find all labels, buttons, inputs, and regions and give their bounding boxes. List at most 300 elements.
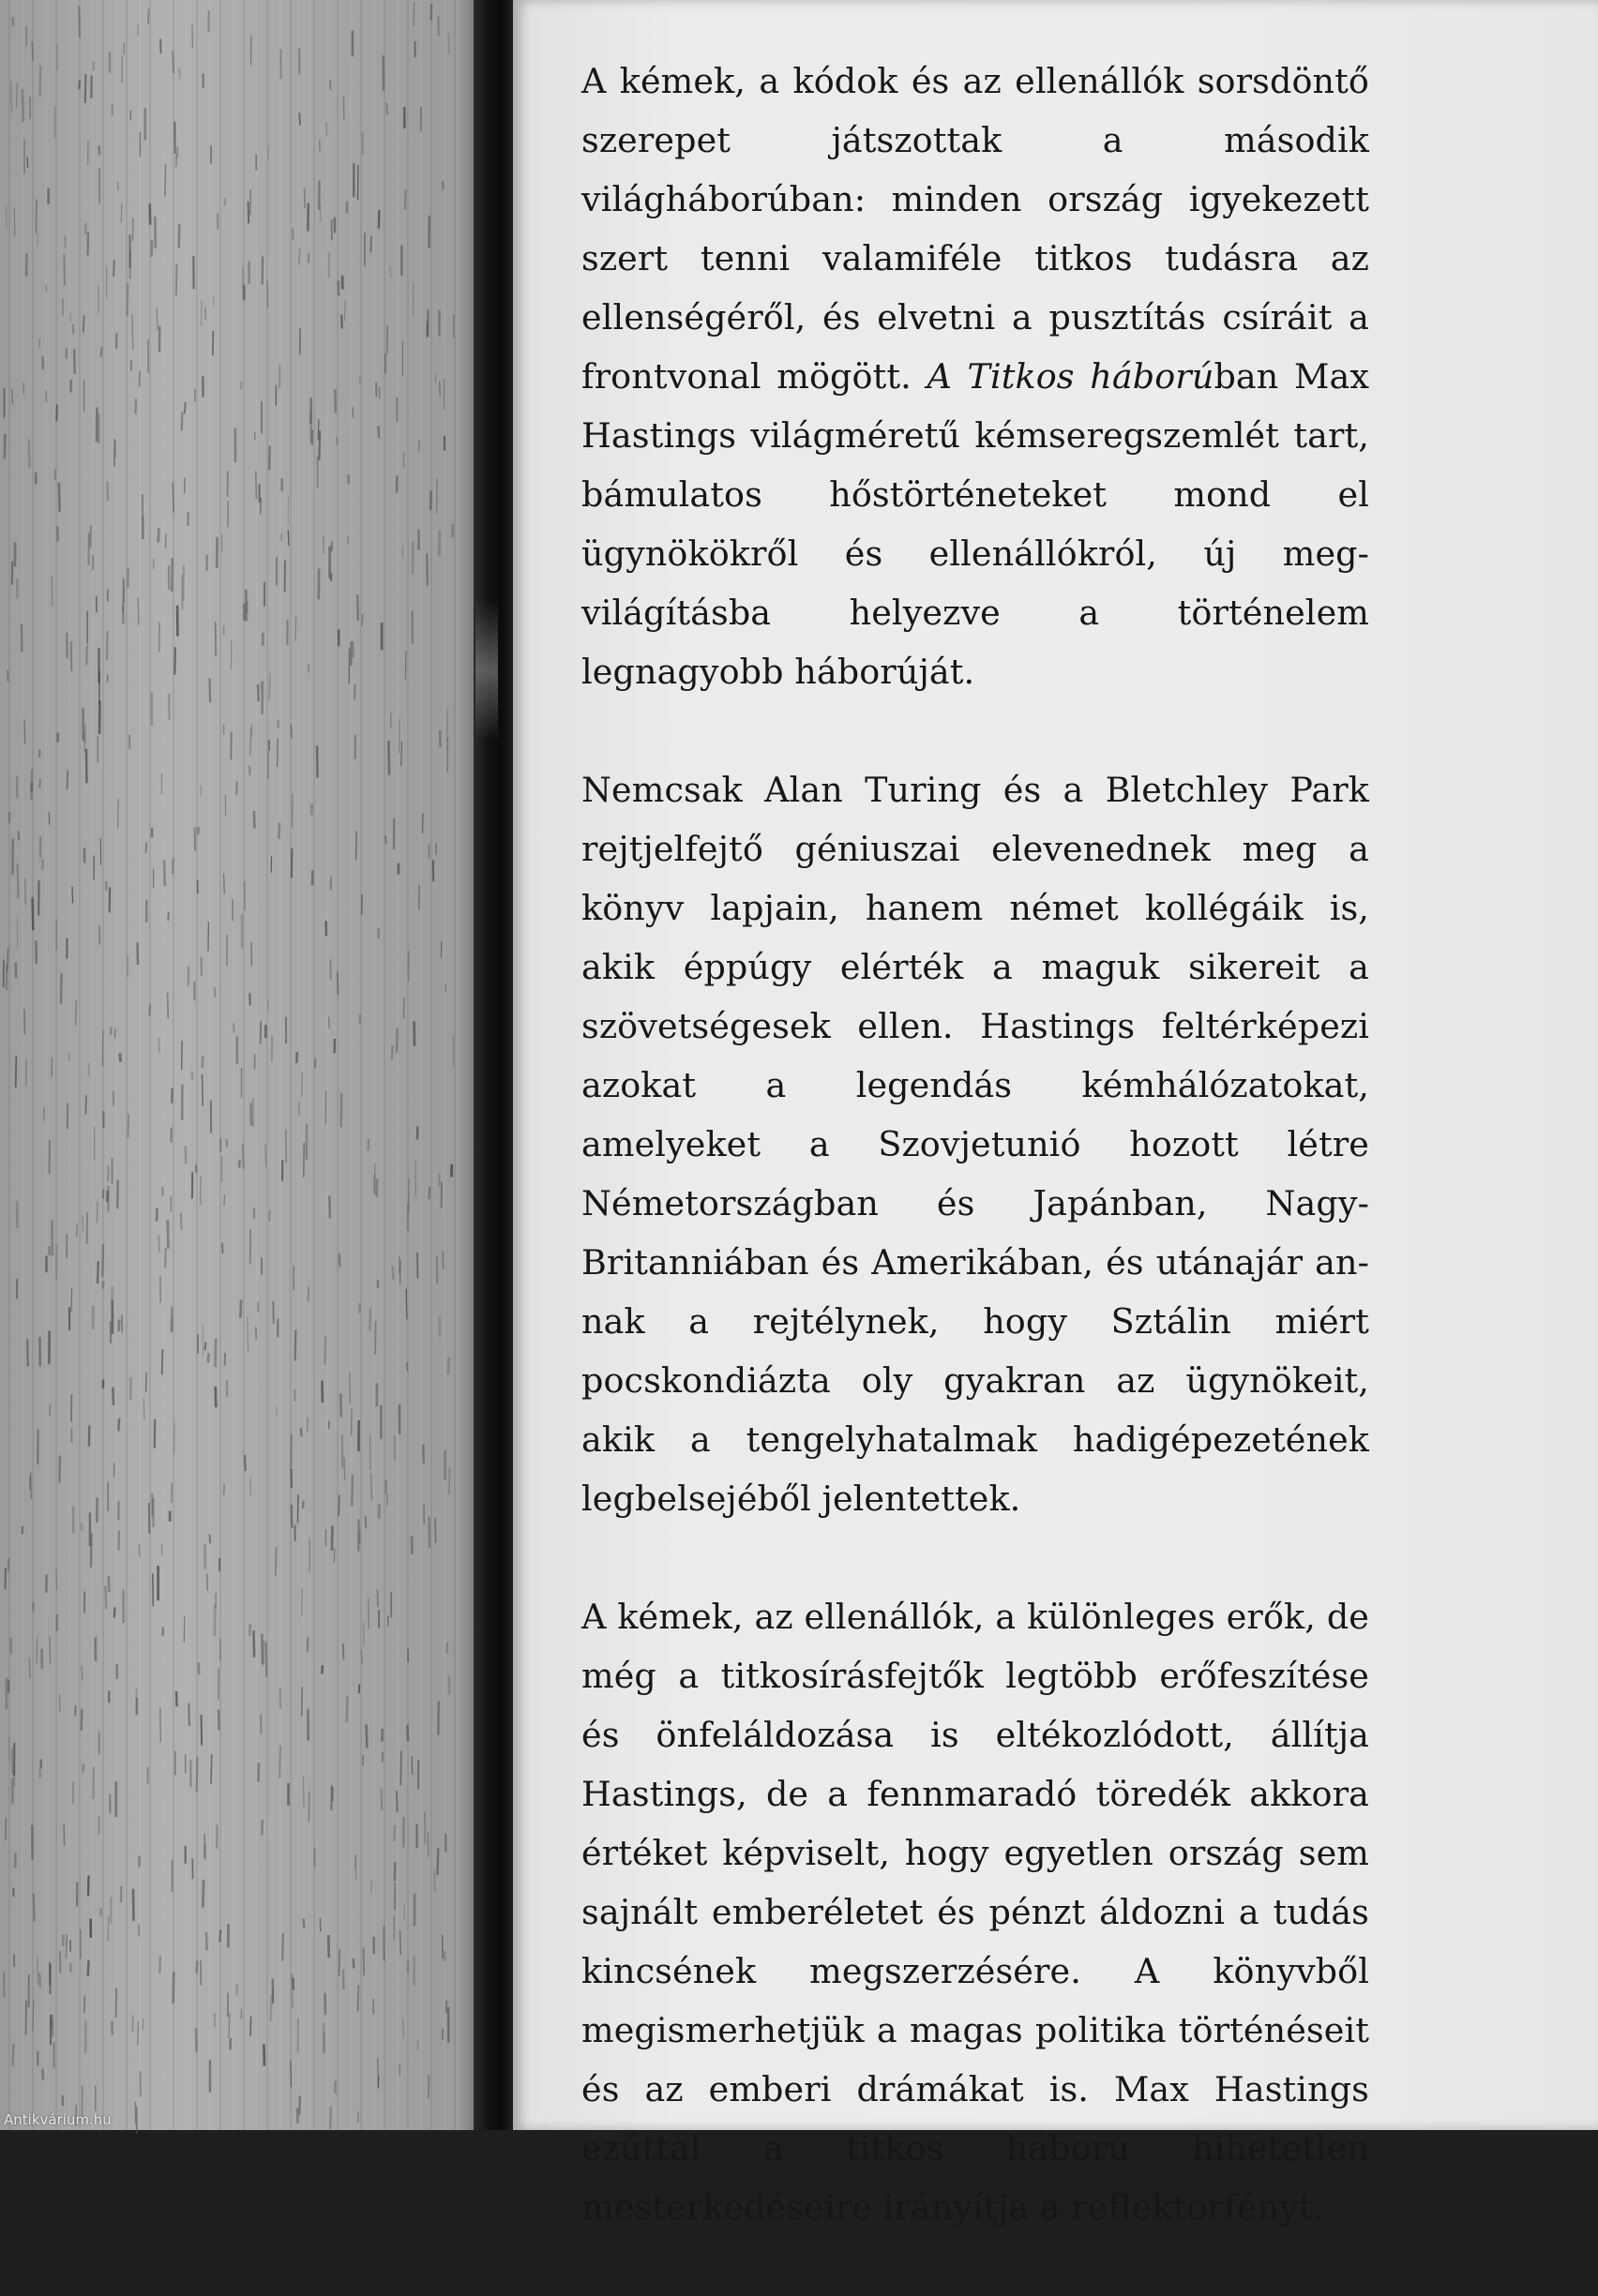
wood-grain-streak: [357, 594, 358, 621]
wood-grain-streak: [5, 434, 6, 459]
wood-grain-streak: [108, 1916, 109, 1942]
wood-grain-streak: [400, 1260, 401, 1285]
wood-grain-streak: [354, 684, 355, 699]
wood-grain-streak: [377, 1178, 378, 1196]
wood-grain-streak: [407, 1725, 408, 1742]
wood-grain-streak: [261, 682, 262, 695]
wood-grain-streak: [133, 1889, 134, 1921]
wood-grain-streak: [419, 440, 420, 451]
wood-grain-streak: [332, 1526, 333, 1552]
wood-grain-streak: [291, 725, 292, 739]
wood-grain-streak: [254, 1630, 255, 1658]
wood-grain-streak: [203, 1056, 204, 1068]
wood-grain-streak: [239, 1160, 240, 1167]
wood-grain-streak: [14, 207, 15, 236]
wood-grain-streak: [228, 501, 229, 527]
wood-grain-streak: [256, 1328, 257, 1341]
wood-grain-streak: [31, 1472, 32, 1499]
wood-grain-streak: [440, 382, 441, 398]
wood-grain-streak: [37, 1638, 38, 1664]
wood-grain-streak: [143, 1398, 144, 1419]
wood-grain-streak: [449, 1467, 450, 1494]
wood-grain-streak: [113, 1091, 114, 1106]
wood-grain-streak: [254, 811, 255, 829]
wood-grain-streak: [65, 236, 66, 248]
wood-grain-streak: [434, 1869, 435, 1892]
wood-grain-streak: [146, 1373, 147, 1392]
wood-grain-streak: [155, 217, 156, 248]
wood-grain-streak: [295, 616, 296, 641]
wood-grain-streak: [302, 1588, 303, 1616]
wood-grain-streak: [12, 389, 13, 405]
wood-grain-streak: [203, 1880, 204, 1908]
wood-grain-streak: [343, 1643, 344, 1659]
wood-grain-streak: [114, 1607, 115, 1617]
wood-grain-streak: [46, 391, 47, 403]
wood-grain-streak: [286, 1130, 287, 1163]
wood-grain-streak: [82, 1709, 83, 1731]
wood-grain-streak: [86, 749, 87, 784]
wood-grain-streak: [157, 308, 158, 331]
wood-grain-streak: [192, 24, 193, 49]
wood-grain-streak: [33, 1999, 34, 2031]
wood-grain-streak: [219, 1929, 220, 1942]
wood-grain-streak: [250, 2017, 251, 2036]
wood-grain-streak: [356, 831, 357, 859]
wood-grain-streak: [39, 750, 40, 758]
wood-grain-streak: [27, 158, 28, 168]
wood-grain-streak: [85, 1095, 86, 1114]
wood-grain-streak: [206, 1932, 207, 1950]
wood-grain-streak: [88, 533, 89, 565]
wood-grain-streak: [50, 1636, 51, 1664]
wood-grain-streak: [303, 1501, 304, 1508]
blurb-paragraph-3: A kémek, az ellenállók, a különleges erők, de még a titkosírásfejtők legtöbb erőfeszítése és önfeláldozása is eltékozlódott, állítja Hastings, de a fennmaradó töredék akkora értéket képviselt, hogy egyetlen ország sem sajnált emberéletet és pénzt áldozni a tudás kincsének megszerzésére. A könyvből megismerhetjük a magas politika történéseit és az emberi drámákat is. Max Hastings ezúttal a titkos háború hihetetlen mesterkedéseire irányítja a reflektorfényt.: [581, 1587, 1369, 2237]
wood-grain-streak: [88, 1875, 89, 1896]
wood-grain-streak: [136, 1688, 137, 1714]
wood-grain-streak: [343, 1970, 344, 1990]
wood-grain-streak: [201, 786, 202, 797]
wood-grain-streak: [347, 1696, 348, 1723]
wood-grain-streak: [132, 314, 133, 350]
wood-grain-streak: [423, 1445, 424, 1463]
wood-grain-streak: [32, 898, 33, 931]
wood-grain-streak: [27, 1339, 28, 1366]
wood-grain-streak: [108, 1165, 109, 1182]
wood-grain-streak: [258, 684, 259, 702]
wood-grain-streak: [88, 1960, 89, 1976]
wood-grain-streak: [318, 419, 319, 440]
wood-grain-streak: [213, 331, 214, 355]
wood-grain-streak: [79, 80, 80, 89]
wood-grain-streak: [109, 1576, 110, 1592]
wood-grain-streak: [210, 1535, 211, 1544]
wood-grain-streak: [369, 1309, 370, 1331]
wood-grain-streak: [177, 146, 178, 158]
wood-grain-streak: [8, 1680, 9, 1693]
wood-grain-streak: [276, 1547, 277, 1576]
wood-grain-streak: [379, 210, 380, 229]
wood-grain-streak: [215, 987, 216, 998]
wood-grain-streak: [401, 741, 402, 766]
wood-grain-streak: [279, 1746, 280, 1778]
wood-grain-streak: [261, 1021, 262, 1043]
wood-grain-board: [0, 0, 480, 2130]
wood-grain-streak: [168, 1220, 169, 1249]
wood-grain-streak: [74, 349, 75, 374]
wood-grain-streak: [394, 1825, 395, 1841]
wood-grain-streak: [304, 1918, 305, 1928]
wood-grain-streak: [153, 1573, 154, 1606]
wood-grain-streak: [400, 1751, 401, 1785]
wood-grain-streak: [387, 1493, 388, 1506]
wood-grain-streak: [240, 1299, 241, 1318]
wood-grain-streak: [377, 1590, 378, 1608]
wood-grain-streak: [330, 2107, 331, 2129]
wood-grain-streak: [182, 412, 183, 430]
watermark-text: Antikvárium.hu: [4, 2111, 112, 2128]
wood-grain-streak: [445, 984, 446, 993]
wood-grain-streak: [13, 2044, 14, 2065]
wood-grain-streak: [390, 265, 391, 278]
wood-grain-streak: [118, 181, 119, 189]
wood-grain-streak: [196, 2028, 197, 2051]
wood-grain-streak: [185, 402, 186, 414]
wood-grain-streak: [299, 2095, 300, 2115]
wood-grain-streak: [300, 328, 301, 354]
wood-grain-streak: [120, 1053, 121, 1061]
wood-grain-streak: [168, 912, 169, 921]
wood-grain-streak: [207, 1574, 208, 1591]
wood-grain-streak: [250, 728, 251, 755]
wood-grain-streak: [49, 812, 50, 824]
wood-grain-streak: [199, 1662, 200, 1674]
wood-grain-streak: [117, 1179, 118, 1208]
wood-grain-streak: [299, 248, 300, 265]
wood-grain-streak: [202, 1715, 203, 1746]
wood-grain-streak: [103, 1281, 104, 1288]
wood-grain-streak: [267, 281, 268, 308]
wood-grain-streak: [269, 446, 270, 471]
wood-grain-streak: [342, 1434, 343, 1467]
wood-grain-streak: [40, 66, 41, 97]
wood-grain-streak: [19, 831, 20, 840]
wood-grain-streak: [339, 1253, 340, 1267]
wood-grain-streak: [138, 598, 139, 625]
wood-grain-streak: [26, 2001, 27, 2035]
wood-grain-streak: [378, 426, 379, 438]
wood-grain-streak: [225, 1353, 226, 1366]
wood-grain-streak: [388, 1615, 389, 1626]
wood-grain-streak: [344, 1457, 345, 1480]
wood-grain-streak: [335, 389, 336, 413]
wood-grain-streak: [165, 533, 166, 548]
wood-grain-streak: [324, 2033, 325, 2055]
wood-grain-streak: [358, 1986, 359, 2012]
wood-grain-streak: [71, 1394, 72, 1422]
wood-grain-streak: [339, 1949, 340, 1976]
wood-grain-streak: [392, 1045, 393, 1059]
blurb-paragraph-1-start: A kémek, a kódok és az ellenállók sorsdöntő szerepet játszottak a második világháborúban: minden ország igyekezett szert tenni valamiféle titkos tudásra az ellenségéről, és elvetni a pusztítás csíráit a frontvonal mögött.: [581, 61, 1369, 397]
blurb-paragraph-1: [581, 52, 1369, 701]
wood-grain-streak: [86, 645, 87, 665]
wood-grain-streak: [447, 1643, 448, 1654]
wood-grain-streak: [216, 1338, 217, 1367]
wood-grain-streak: [88, 233, 89, 256]
wood-grain-streak: [211, 1754, 212, 1783]
wood-grain-streak: [278, 738, 279, 766]
wood-grain-streak: [128, 1114, 129, 1137]
wood-grain-streak: [61, 973, 62, 1003]
wood-grain-streak: [158, 1038, 159, 1053]
wood-grain-streak: [188, 1703, 189, 1726]
blurb-paragraph-2: Nemcsak Alan Turing és a Bletchley Park rejtjelfejtő géniuszai elevenednek meg a könyv lapjain, hanem német kollégáik is, akik éppúgy elérték a maguk sikereit a szövetségesek ellen. Hastings feltérképezi azokat a legendás kémhálózatokat, amelyeket a Szovjetunió hozott létre Németországban és Japánban, Nagy-Britanniában és Amerikában, és utánajár annak a rejtélynek, hogy Sztálin miért pocskondiázta oly gyakran az ügynökeit, akik a tengelyhatalmak hadigépezetének legbelsejéből jelentettek.: [581, 760, 1369, 1528]
wood-grain-streak: [435, 1518, 436, 1542]
wood-grain-streak: [151, 240, 152, 257]
wood-grain-streak: [397, 1791, 398, 1812]
wood-grain-streak: [395, 1862, 396, 1881]
wood-grain-streak: [303, 1777, 304, 1808]
wood-grain-streak: [205, 308, 206, 320]
wood-grain-streak: [56, 1568, 57, 1590]
wood-grain-streak: [229, 2013, 230, 2038]
wood-grain-streak: [176, 263, 177, 295]
gap-light-reflection: [475, 600, 498, 741]
wood-grain-streak: [174, 647, 175, 675]
wood-grain-streak: [371, 1880, 372, 1893]
wood-grain-streak: [361, 1650, 362, 1665]
wood-grain-streak: [370, 236, 371, 252]
wood-grain-streak: [435, 373, 436, 384]
wood-grain-streak: [292, 1505, 293, 1528]
wood-grain-streak: [84, 1995, 85, 2013]
wood-grain-streak: [328, 1935, 329, 1958]
wood-grain-streak: [326, 122, 327, 136]
wood-grain-streak: [160, 39, 161, 54]
wood-grain-streak: [101, 347, 102, 357]
wood-grain-streak: [269, 673, 270, 700]
wood-grain-streak: [59, 1694, 60, 1713]
wood-grain-streak: [271, 856, 272, 872]
wood-grain-streak: [18, 863, 19, 898]
wood-grain-streak: [205, 1343, 206, 1351]
wood-grain-streak: [107, 631, 108, 661]
wood-grain-streak: [57, 526, 58, 541]
wood-grain-streak: [291, 2061, 292, 2087]
wood-grain-streak: [348, 536, 349, 544]
wood-grain-streak: [438, 1848, 439, 1875]
wood-grain-streak: [366, 1516, 367, 1528]
wood-grain-texture: [0, 0, 480, 2130]
wood-grain-streak: [197, 1757, 198, 1793]
wood-grain-streak: [261, 498, 262, 515]
wood-grain-streak: [371, 1474, 372, 1502]
wood-grain-streak: [399, 718, 400, 754]
wood-grain-streak: [116, 1988, 117, 2018]
wood-grain-streak: [85, 74, 86, 103]
book-title-italic: A Titkos háború: [927, 356, 1214, 397]
wood-grain-streak: [64, 254, 65, 285]
dark-gap-between-pages: [474, 0, 513, 2130]
wood-grain-streak: [148, 8, 149, 24]
wood-grain-streak: [103, 1189, 104, 1198]
wood-grain-streak: [448, 34, 449, 54]
wood-grain-streak: [341, 315, 342, 329]
wood-grain-streak: [243, 1144, 244, 1169]
wood-grain-streak: [162, 1349, 163, 1374]
wood-grain-streak: [52, 576, 53, 606]
blurb-text-block: [581, 52, 1369, 2296]
wood-grain-streak: [44, 1107, 45, 1121]
wood-grain-streak: [224, 874, 225, 894]
wood-grain-streak: [241, 382, 242, 389]
wood-grain-streak: [405, 189, 406, 209]
wood-grain-streak: [404, 998, 405, 1018]
wood-grain-streak: [6, 1818, 7, 1840]
wood-grain-streak: [348, 474, 349, 485]
wood-grain-streak: [17, 919, 18, 949]
wood-grain-streak: [282, 1933, 283, 1961]
wood-grain-streak: [406, 1289, 407, 1320]
wood-grain-streak: [168, 993, 169, 1019]
wood-grain-streak: [388, 741, 389, 774]
wood-grain-streak: [352, 1408, 353, 1436]
wood-grain-streak: [42, 356, 43, 369]
wood-grain-streak: [64, 1824, 65, 1846]
wood-grain-streak: [165, 164, 166, 196]
wood-grain-streak: [403, 2019, 404, 2038]
wood-grain-streak: [24, 720, 25, 744]
wood-grain-streak: [256, 471, 257, 499]
wood-grain-streak: [176, 1691, 177, 1706]
wood-grain-streak: [331, 1785, 332, 1810]
wood-grain-streak: [400, 1930, 401, 1955]
wood-grain-streak: [179, 224, 180, 248]
wood-grain-streak: [113, 260, 114, 277]
wood-grain-streak: [172, 558, 173, 592]
wood-grain-streak: [397, 1028, 398, 1053]
wood-grain-streak: [292, 1973, 293, 2008]
wood-grain-streak: [362, 614, 363, 625]
wood-grain-streak: [83, 315, 84, 332]
wood-grain-streak: [266, 1643, 267, 1677]
wood-grain-streak: [355, 1871, 356, 1882]
wood-grain-streak: [160, 1708, 161, 1743]
wood-grain-streak: [382, 1789, 383, 1810]
wood-grain-streak: [146, 842, 147, 852]
blurb-paragraph-1-end: ban Max Hastings világméretű kémseregszemlét tart, bámulatos hőstörténeteket mond el ügynökökről és ellenállókról, új megvilágításba helyezve a történelem legnagyobb háborúját.: [581, 356, 1369, 692]
wood-grain-streak: [350, 1372, 351, 1404]
wood-grain-streak: [305, 188, 306, 208]
wood-grain-streak: [16, 1057, 17, 1088]
wood-grain-streak: [23, 383, 24, 394]
wood-grain-streak: [334, 1549, 335, 1564]
wood-grain-streak: [34, 1894, 35, 1922]
wood-grain-streak: [82, 1523, 83, 1532]
wood-grain-streak: [11, 82, 12, 113]
wood-grain-streak: [197, 1961, 198, 1973]
wood-grain-streak: [186, 1146, 187, 1163]
wood-grain-streak: [115, 1028, 116, 1038]
wood-grain-streak: [72, 887, 73, 904]
wood-grain-streak: [203, 1074, 204, 1106]
wood-grain-streak: [340, 1394, 341, 1418]
wood-grain-streak: [173, 1972, 174, 2003]
wood-grain-streak: [263, 681, 264, 714]
wood-grain-streak: [245, 1455, 246, 1471]
wood-grain-streak: [12, 562, 13, 585]
wood-grain-streak: [99, 145, 100, 155]
wood-grain-streak: [216, 1387, 217, 1407]
wood-grain-streak: [32, 41, 33, 61]
wood-grain-streak: [157, 1208, 158, 1221]
wood-grain-streak: [288, 530, 289, 546]
wood-grain-streak: [405, 651, 406, 679]
wood-grain-streak: [29, 1658, 30, 1678]
wood-grain-streak: [119, 1320, 120, 1331]
wood-grain-streak: [308, 203, 309, 232]
wood-grain-streak: [299, 113, 300, 125]
wood-grain-streak: [42, 2069, 43, 2080]
wood-grain-streak: [278, 720, 279, 728]
wood-grain-streak: [184, 1616, 185, 1643]
wood-grain-streak: [319, 430, 320, 460]
wood-grain-streak: [262, 1820, 263, 1836]
wood-grain-streak: [97, 408, 98, 443]
wood-grain-streak: [337, 437, 338, 444]
wood-grain-streak: [59, 483, 60, 512]
wood-grain-streak: [332, 541, 333, 551]
wood-grain-streak: [301, 1428, 302, 1437]
wood-grain-streak: [383, 1751, 384, 1762]
wood-grain-streak: [443, 181, 444, 189]
wood-grain-streak: [17, 83, 18, 109]
wood-grain-streak: [111, 1028, 112, 1035]
wood-grain-streak: [449, 1676, 450, 1694]
wood-grain-streak: [103, 1380, 104, 1389]
wood-grain-streak: [329, 1195, 330, 1218]
wood-grain-streak: [165, 1248, 166, 1268]
wood-grain-streak: [322, 1665, 323, 1673]
wood-grain-streak: [271, 1995, 272, 2022]
wood-grain-streak: [79, 7, 80, 38]
wood-grain-streak: [150, 203, 151, 225]
wood-grain-streak: [386, 103, 387, 115]
wood-grain-streak: [378, 2058, 379, 2087]
wood-grain-streak: [102, 1244, 103, 1277]
wood-grain-streak: [158, 528, 159, 542]
wood-grain-streak: [107, 482, 108, 502]
wood-grain-streak: [106, 1585, 107, 1609]
wood-grain-streak: [76, 1000, 77, 1026]
wood-grain-streak: [367, 1725, 368, 1748]
wood-grain-streak: [159, 1956, 160, 1973]
wood-grain-streak: [407, 1362, 408, 1372]
wood-grain-streak: [393, 1266, 394, 1280]
wood-grain-streak: [296, 1052, 297, 1063]
wood-grain-streak: [448, 1358, 449, 1374]
wood-grain-streak: [138, 2021, 139, 2046]
wood-grain-streak: [158, 1235, 159, 1252]
wood-grain-streak: [304, 1143, 305, 1178]
wood-grain-streak: [164, 860, 165, 886]
wood-grain-streak: [67, 1934, 68, 1958]
wood-grain-streak: [330, 81, 331, 90]
wood-grain-streak: [181, 1213, 182, 1230]
wood-grain-streak: [325, 1337, 326, 1365]
wood-grain-streak: [375, 1321, 376, 1355]
wood-grain-streak: [118, 1418, 119, 1432]
